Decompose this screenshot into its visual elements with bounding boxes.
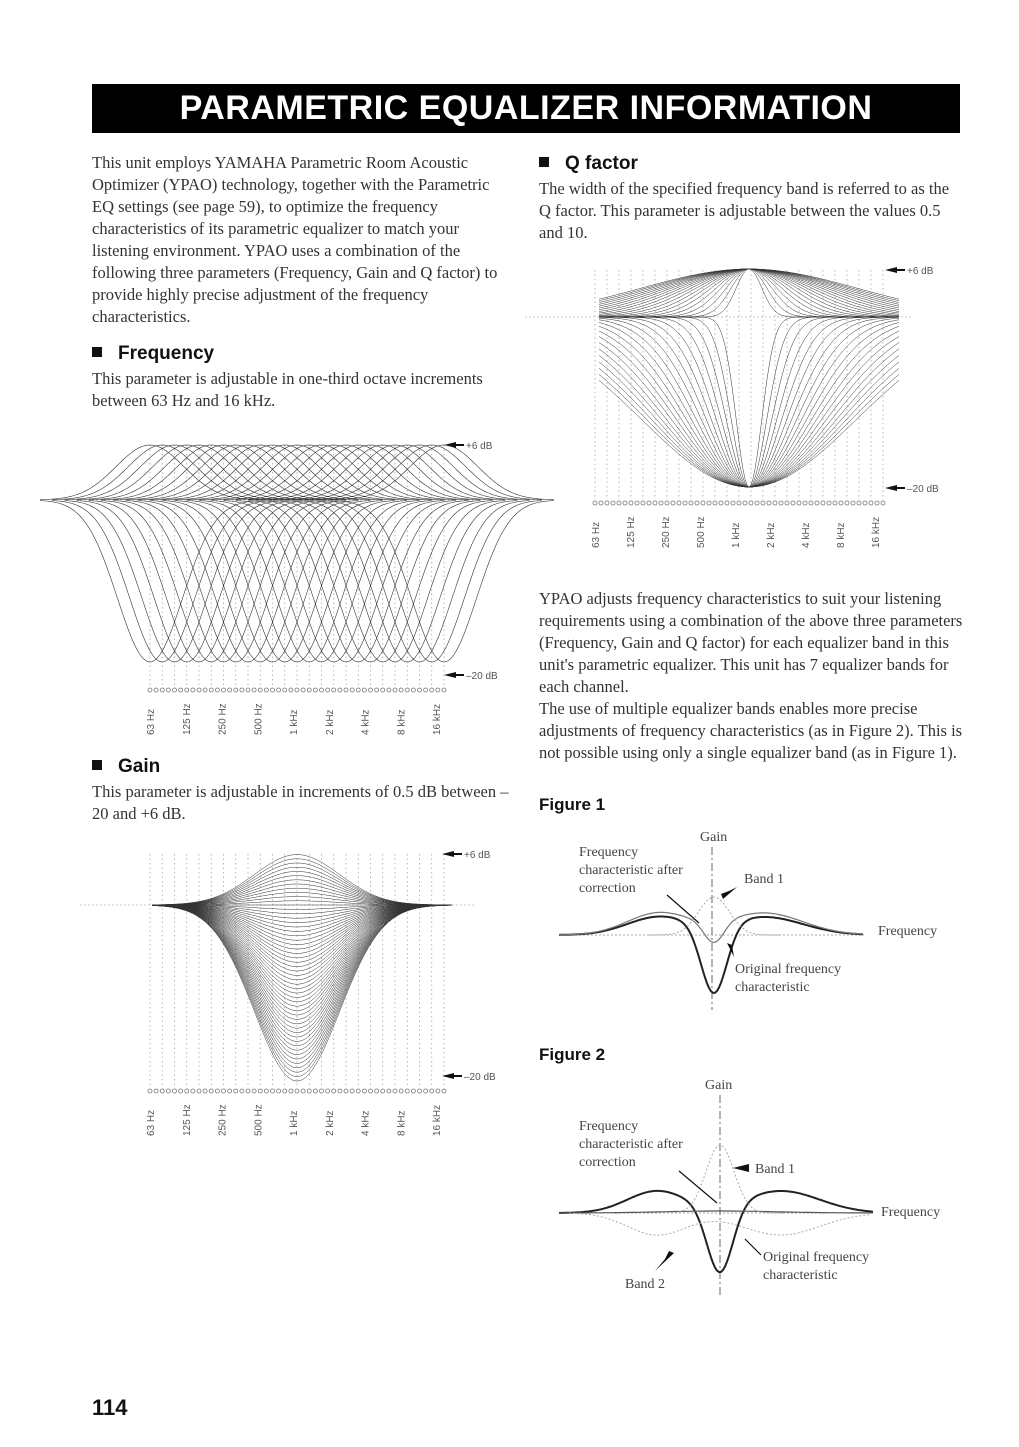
bead-mark (173, 688, 177, 692)
bead-mark (228, 688, 232, 692)
bead-mark (301, 688, 305, 692)
top-db-label: +6 dB (907, 266, 934, 277)
correction-label-line3: correction (579, 1155, 636, 1170)
gain-heading (92, 755, 512, 779)
bottom-db-label: –20 dB (466, 671, 498, 682)
bead-mark (252, 688, 256, 692)
original-label-line2: characteristic (763, 1268, 838, 1283)
q-curve-cut (599, 362, 899, 487)
bead-mark (411, 1089, 415, 1093)
bead-mark (635, 501, 639, 505)
tick-label: 63 Hz (146, 1109, 157, 1136)
correction-label-line1: Frequency (579, 845, 639, 860)
bead-mark (369, 1089, 373, 1093)
tick-label: 4 kHz (360, 1110, 372, 1136)
bead-mark (617, 501, 621, 505)
qfactor-heading-text: Q factor (565, 153, 638, 174)
figure2-title-wrap (539, 1045, 964, 1065)
q-curve-boost (599, 269, 899, 317)
q-curve-cut (599, 317, 899, 487)
bead-mark (252, 1089, 256, 1093)
figure1-title-wrap (539, 795, 964, 815)
tick-label: 63 Hz (591, 521, 602, 548)
bead-mark (393, 688, 397, 692)
bead-mark (313, 688, 317, 692)
tick-label: 250 Hz (661, 516, 672, 548)
qfactor-paragraph: The width of the specified frequency band is referred to as the Q factor. This parameter is adjustable between the values 0.5 and 10. (539, 179, 950, 242)
band1-curve (659, 1145, 783, 1213)
q-curve-cut (599, 317, 899, 487)
bead-mark (671, 501, 675, 505)
bead-mark (320, 688, 324, 692)
tick-label: 250 Hz (217, 1104, 229, 1136)
bead-mark (283, 1089, 287, 1093)
gain-curve (152, 905, 452, 980)
gain-label: Gain (705, 1078, 733, 1093)
bead-mark (362, 688, 366, 692)
bead-mark (393, 1089, 397, 1093)
q-curve-cut (599, 317, 899, 487)
bead-mark (369, 688, 373, 692)
tick-label: 2 kHz (324, 709, 336, 735)
band1-label: Band 1 (755, 1162, 796, 1177)
intro-paragraph: This unit employs YAMAHA Parametric Room Acoustic Optimizer (YPAO) technology, together with the Parametric EQ settings (see page 59), to optimize the frequency characteristics of its parametric equalizer to match your listening environment. YPAO uses a combination of the following three parameters (Frequency, Gain and Q factor) to provide highly precise adjustment of the frequency characteristics. (92, 153, 498, 326)
bead-mark (234, 688, 238, 692)
figure1-title: Figure 1 (539, 795, 606, 814)
q-curve-boost (599, 269, 899, 317)
bead-mark (332, 1089, 336, 1093)
tick-label: 500 Hz (253, 703, 265, 735)
bead-mark (246, 1089, 250, 1093)
bead-mark (387, 688, 391, 692)
tick-label: 1 kHz (731, 522, 742, 548)
bead-mark (839, 501, 843, 505)
bead-mark (185, 1089, 189, 1093)
bead-mark (240, 688, 244, 692)
q-curve-cut (599, 331, 899, 487)
q-curve-boost (599, 269, 899, 304)
tick-label: 1 kHz (289, 1110, 300, 1136)
bead-mark (197, 1089, 201, 1093)
bead-mark (809, 501, 813, 505)
tick-label: 1 kHz (289, 709, 300, 735)
bead-mark (350, 688, 354, 692)
bead-mark (375, 688, 379, 692)
gain-paragraph: This parameter is adjustable in increments of 0.5 dB between –20 and +6 dB. (92, 782, 509, 823)
bead-mark (277, 688, 281, 692)
band2-arrow-icon (655, 1251, 674, 1271)
bead-mark (209, 688, 213, 692)
original-pointer (745, 1239, 761, 1255)
bead-mark (689, 501, 693, 505)
bead-mark (641, 501, 645, 505)
bead-mark (277, 1089, 281, 1093)
gain-section (92, 755, 512, 825)
frequency-heading-text: Frequency (118, 343, 215, 364)
gain-graph (92, 838, 512, 1148)
bead-mark (815, 501, 819, 505)
q-curve-boost (599, 269, 899, 313)
bead-mark (677, 501, 681, 505)
tick-label: 4 kHz (360, 709, 372, 735)
bead-mark (313, 1089, 317, 1093)
bead-mark (271, 1089, 275, 1093)
frequency-heading (92, 342, 512, 366)
bead-mark (148, 1089, 152, 1093)
q-curve-cut (599, 326, 899, 487)
q-curve-boost (599, 269, 899, 316)
tick-label: 4 kHz (801, 522, 812, 548)
bead-mark (695, 501, 699, 505)
bead-mark (326, 688, 330, 692)
bead-mark (761, 501, 765, 505)
page-number: 114 (92, 1395, 128, 1420)
summary-section (539, 588, 964, 764)
q-curve-cut (599, 317, 899, 487)
bead-mark (264, 688, 268, 692)
gain-curve (152, 905, 452, 1072)
bead-mark (289, 1089, 293, 1093)
gain-curve (152, 905, 452, 1006)
top-db-label: +6 dB (466, 441, 493, 452)
bead-mark (411, 688, 415, 692)
bead-mark (160, 688, 164, 692)
bead-mark (344, 1089, 348, 1093)
bead-mark (234, 1089, 238, 1093)
frequency-section (92, 342, 512, 412)
q-curve-boost (599, 269, 899, 308)
q-curve-cut (599, 380, 899, 487)
bead-mark (767, 501, 771, 505)
bead-mark (356, 1089, 360, 1093)
bead-mark (344, 688, 348, 692)
bead-mark (375, 1089, 379, 1093)
tick-label: 63 Hz (146, 708, 157, 735)
bead-mark (797, 501, 801, 505)
q-curve-boost (599, 269, 899, 317)
bead-mark (246, 688, 250, 692)
bead-mark (779, 501, 783, 505)
frequency-paragraph: This parameter is adjustable in one-third octave increments between 63 Hz and 16 kHz. (92, 369, 483, 410)
bead-mark (173, 1089, 177, 1093)
band2-label: Band 2 (625, 1277, 666, 1292)
bead-mark (683, 501, 687, 505)
bead-mark (154, 688, 158, 692)
bead-mark (203, 1089, 207, 1093)
bead-mark (283, 688, 287, 692)
bead-mark (148, 688, 152, 692)
bottom-db-label: –20 dB (907, 484, 939, 495)
bead-mark (405, 688, 409, 692)
q-curve-cut (599, 317, 899, 487)
bead-mark (875, 501, 879, 505)
bead-mark (755, 501, 759, 505)
q-curve-boost (599, 269, 899, 317)
correction-label-line2: characteristic after (579, 1137, 683, 1152)
bead-mark (197, 688, 201, 692)
figure1-diagram (539, 825, 964, 1015)
bead-mark (307, 1089, 311, 1093)
bead-mark (623, 501, 627, 505)
bead-mark (707, 501, 711, 505)
bead-mark (185, 688, 189, 692)
original-label-line1: Original frequency (763, 1250, 870, 1265)
summary-paragraph-2: The use of multiple equalizer bands enables more precise adjustments of frequency characteristics (as in Figure 2). This is not possible using only a single equalizer band (as in Figure 1). (539, 699, 963, 762)
bead-mark (665, 501, 669, 505)
frequency-label: Frequency (878, 924, 938, 939)
q-curve-cut (599, 320, 899, 487)
bead-mark (154, 1089, 158, 1093)
q-curve-cut (599, 317, 899, 487)
q-curve-cut (599, 317, 899, 487)
bead-mark (424, 1089, 428, 1093)
bead-mark (845, 501, 849, 505)
bullet-icon (92, 347, 102, 357)
band1-arrow-icon (721, 887, 737, 899)
bead-mark (215, 1089, 219, 1093)
intro-section (92, 152, 512, 328)
qfactor-heading (539, 152, 964, 176)
bead-mark (356, 688, 360, 692)
bead-mark (399, 1089, 403, 1093)
correction-label-line2: characteristic after (579, 863, 683, 878)
bead-mark (381, 688, 385, 692)
bead-mark (209, 1089, 213, 1093)
qfactor-section (539, 152, 964, 244)
bead-mark (833, 501, 837, 505)
bead-mark (785, 501, 789, 505)
tick-label: 2 kHz (766, 522, 777, 548)
correction-pointer (667, 895, 699, 923)
band2-curve (569, 1213, 869, 1235)
bead-mark (647, 501, 651, 505)
bead-mark (803, 501, 807, 505)
bead-mark (258, 688, 262, 692)
tick-label: 16 kHz (432, 703, 443, 735)
gain-curve (152, 905, 452, 1054)
frequency-label: Frequency (881, 1205, 941, 1220)
bead-mark (599, 501, 603, 505)
bead-mark (228, 1089, 232, 1093)
bead-mark (743, 501, 747, 505)
bead-mark (827, 501, 831, 505)
bead-mark (701, 501, 705, 505)
q-curve-boost (599, 269, 899, 303)
bead-mark (362, 1089, 366, 1093)
q-curve-boost (599, 269, 899, 299)
tick-label: 16 kHz (432, 1104, 443, 1136)
bead-mark (332, 688, 336, 692)
band1-arrow-icon (733, 1164, 749, 1172)
q-curve-boost (599, 269, 899, 314)
bead-mark (442, 1089, 446, 1093)
frequency-graph (92, 425, 512, 735)
tick-label: 8 kHz (396, 709, 408, 735)
q-curve-boost (599, 269, 899, 317)
page-title: PARAMETRIC EQUALIZER INFORMATION (92, 84, 960, 133)
bead-mark (338, 1089, 342, 1093)
bead-mark (629, 501, 633, 505)
top-db-label: +6 dB (464, 850, 491, 861)
bead-mark (725, 501, 729, 505)
bead-mark (605, 501, 609, 505)
bead-mark (191, 688, 195, 692)
bead-mark (791, 501, 795, 505)
bead-mark (166, 1089, 170, 1093)
figure2-diagram (539, 1073, 964, 1303)
bead-mark (430, 688, 434, 692)
q-curve-cut (599, 355, 899, 487)
tick-label: 2 kHz (324, 1110, 336, 1136)
q-curve-cut (599, 374, 899, 487)
correction-label-line1: Frequency (579, 1119, 639, 1134)
bead-mark (326, 1089, 330, 1093)
bead-mark (160, 1089, 164, 1093)
bead-mark (436, 1089, 440, 1093)
bead-mark (418, 688, 422, 692)
bead-mark (350, 1089, 354, 1093)
bead-mark (166, 688, 170, 692)
bead-mark (737, 501, 741, 505)
tick-label: 250 Hz (217, 703, 229, 735)
bead-mark (851, 501, 855, 505)
bead-mark (215, 688, 219, 692)
q-curve-cut (599, 323, 899, 488)
bead-mark (271, 688, 275, 692)
tick-label: 500 Hz (253, 1104, 265, 1136)
tick-label: 125 Hz (181, 1104, 193, 1136)
q-curve-cut (599, 343, 899, 487)
bead-mark (405, 1089, 409, 1093)
bead-mark (424, 688, 428, 692)
bead-mark (307, 688, 311, 692)
bead-mark (881, 501, 885, 505)
tick-label: 125 Hz (181, 703, 193, 735)
bead-mark (731, 501, 735, 505)
bead-mark (653, 501, 657, 505)
q-curve-boost (599, 269, 899, 317)
original-curve (559, 917, 863, 993)
bead-mark (338, 688, 342, 692)
bead-mark (430, 1089, 434, 1093)
bead-mark (442, 688, 446, 692)
q-curve-boost (599, 269, 899, 310)
gain-label: Gain (700, 830, 728, 845)
tick-label: 8 kHz (836, 522, 847, 548)
tick-label: 125 Hz (626, 516, 637, 548)
bead-mark (436, 688, 440, 692)
bead-mark (381, 1089, 385, 1093)
summary-paragraph-1: YPAO adjusts frequency characteristics to suit your listening requirements using a combination of the above three parameters (Frequency, Gain and Q factor) for each equalizer band in this unit's parametric equalizer. This unit has 7 equalizer bands for each channel. (539, 589, 963, 696)
bead-mark (295, 1089, 299, 1093)
bead-mark (773, 501, 777, 505)
bead-mark (863, 501, 867, 505)
bead-mark (258, 1089, 262, 1093)
bead-mark (749, 501, 753, 505)
gain-heading-text: Gain (118, 756, 161, 777)
bead-mark (869, 501, 873, 505)
figure2-title: Figure 2 (539, 1045, 606, 1064)
bead-mark (659, 501, 663, 505)
bead-mark (593, 501, 597, 505)
q-curve-boost (599, 269, 899, 317)
bead-mark (418, 1089, 422, 1093)
bead-mark (264, 1089, 268, 1093)
bead-mark (399, 688, 403, 692)
bullet-icon (539, 157, 549, 167)
bead-mark (857, 501, 861, 505)
bead-mark (295, 688, 299, 692)
q-curve-cut (599, 318, 899, 487)
q-curve-cut (599, 349, 899, 487)
bottom-db-label: –20 dB (464, 1072, 496, 1083)
bead-mark (301, 1089, 305, 1093)
bead-mark (191, 1089, 195, 1093)
original-label-line2: characteristic (735, 980, 810, 995)
tick-label: 8 kHz (396, 1110, 408, 1136)
correction-label-line3: correction (579, 881, 636, 896)
qfactor-graph (539, 250, 964, 560)
bead-mark (179, 688, 183, 692)
bead-mark (222, 688, 226, 692)
original-label-line1: Original frequency (735, 962, 842, 977)
tick-label: 500 Hz (696, 516, 707, 548)
bead-mark (222, 1089, 226, 1093)
bead-mark (203, 688, 207, 692)
bead-mark (387, 1089, 391, 1093)
q-curve-cut (599, 368, 899, 487)
q-curve-boost (599, 269, 899, 317)
bullet-icon (92, 760, 102, 770)
gain-curve (152, 905, 452, 1032)
bead-mark (179, 1089, 183, 1093)
bead-mark (821, 501, 825, 505)
bead-mark (611, 501, 615, 505)
bead-mark (240, 1089, 244, 1093)
bead-mark (719, 501, 723, 505)
bead-mark (320, 1089, 324, 1093)
bead-mark (713, 501, 717, 505)
tick-label: 16 kHz (871, 516, 882, 548)
band1-label: Band 1 (744, 872, 785, 887)
bead-mark (289, 688, 293, 692)
